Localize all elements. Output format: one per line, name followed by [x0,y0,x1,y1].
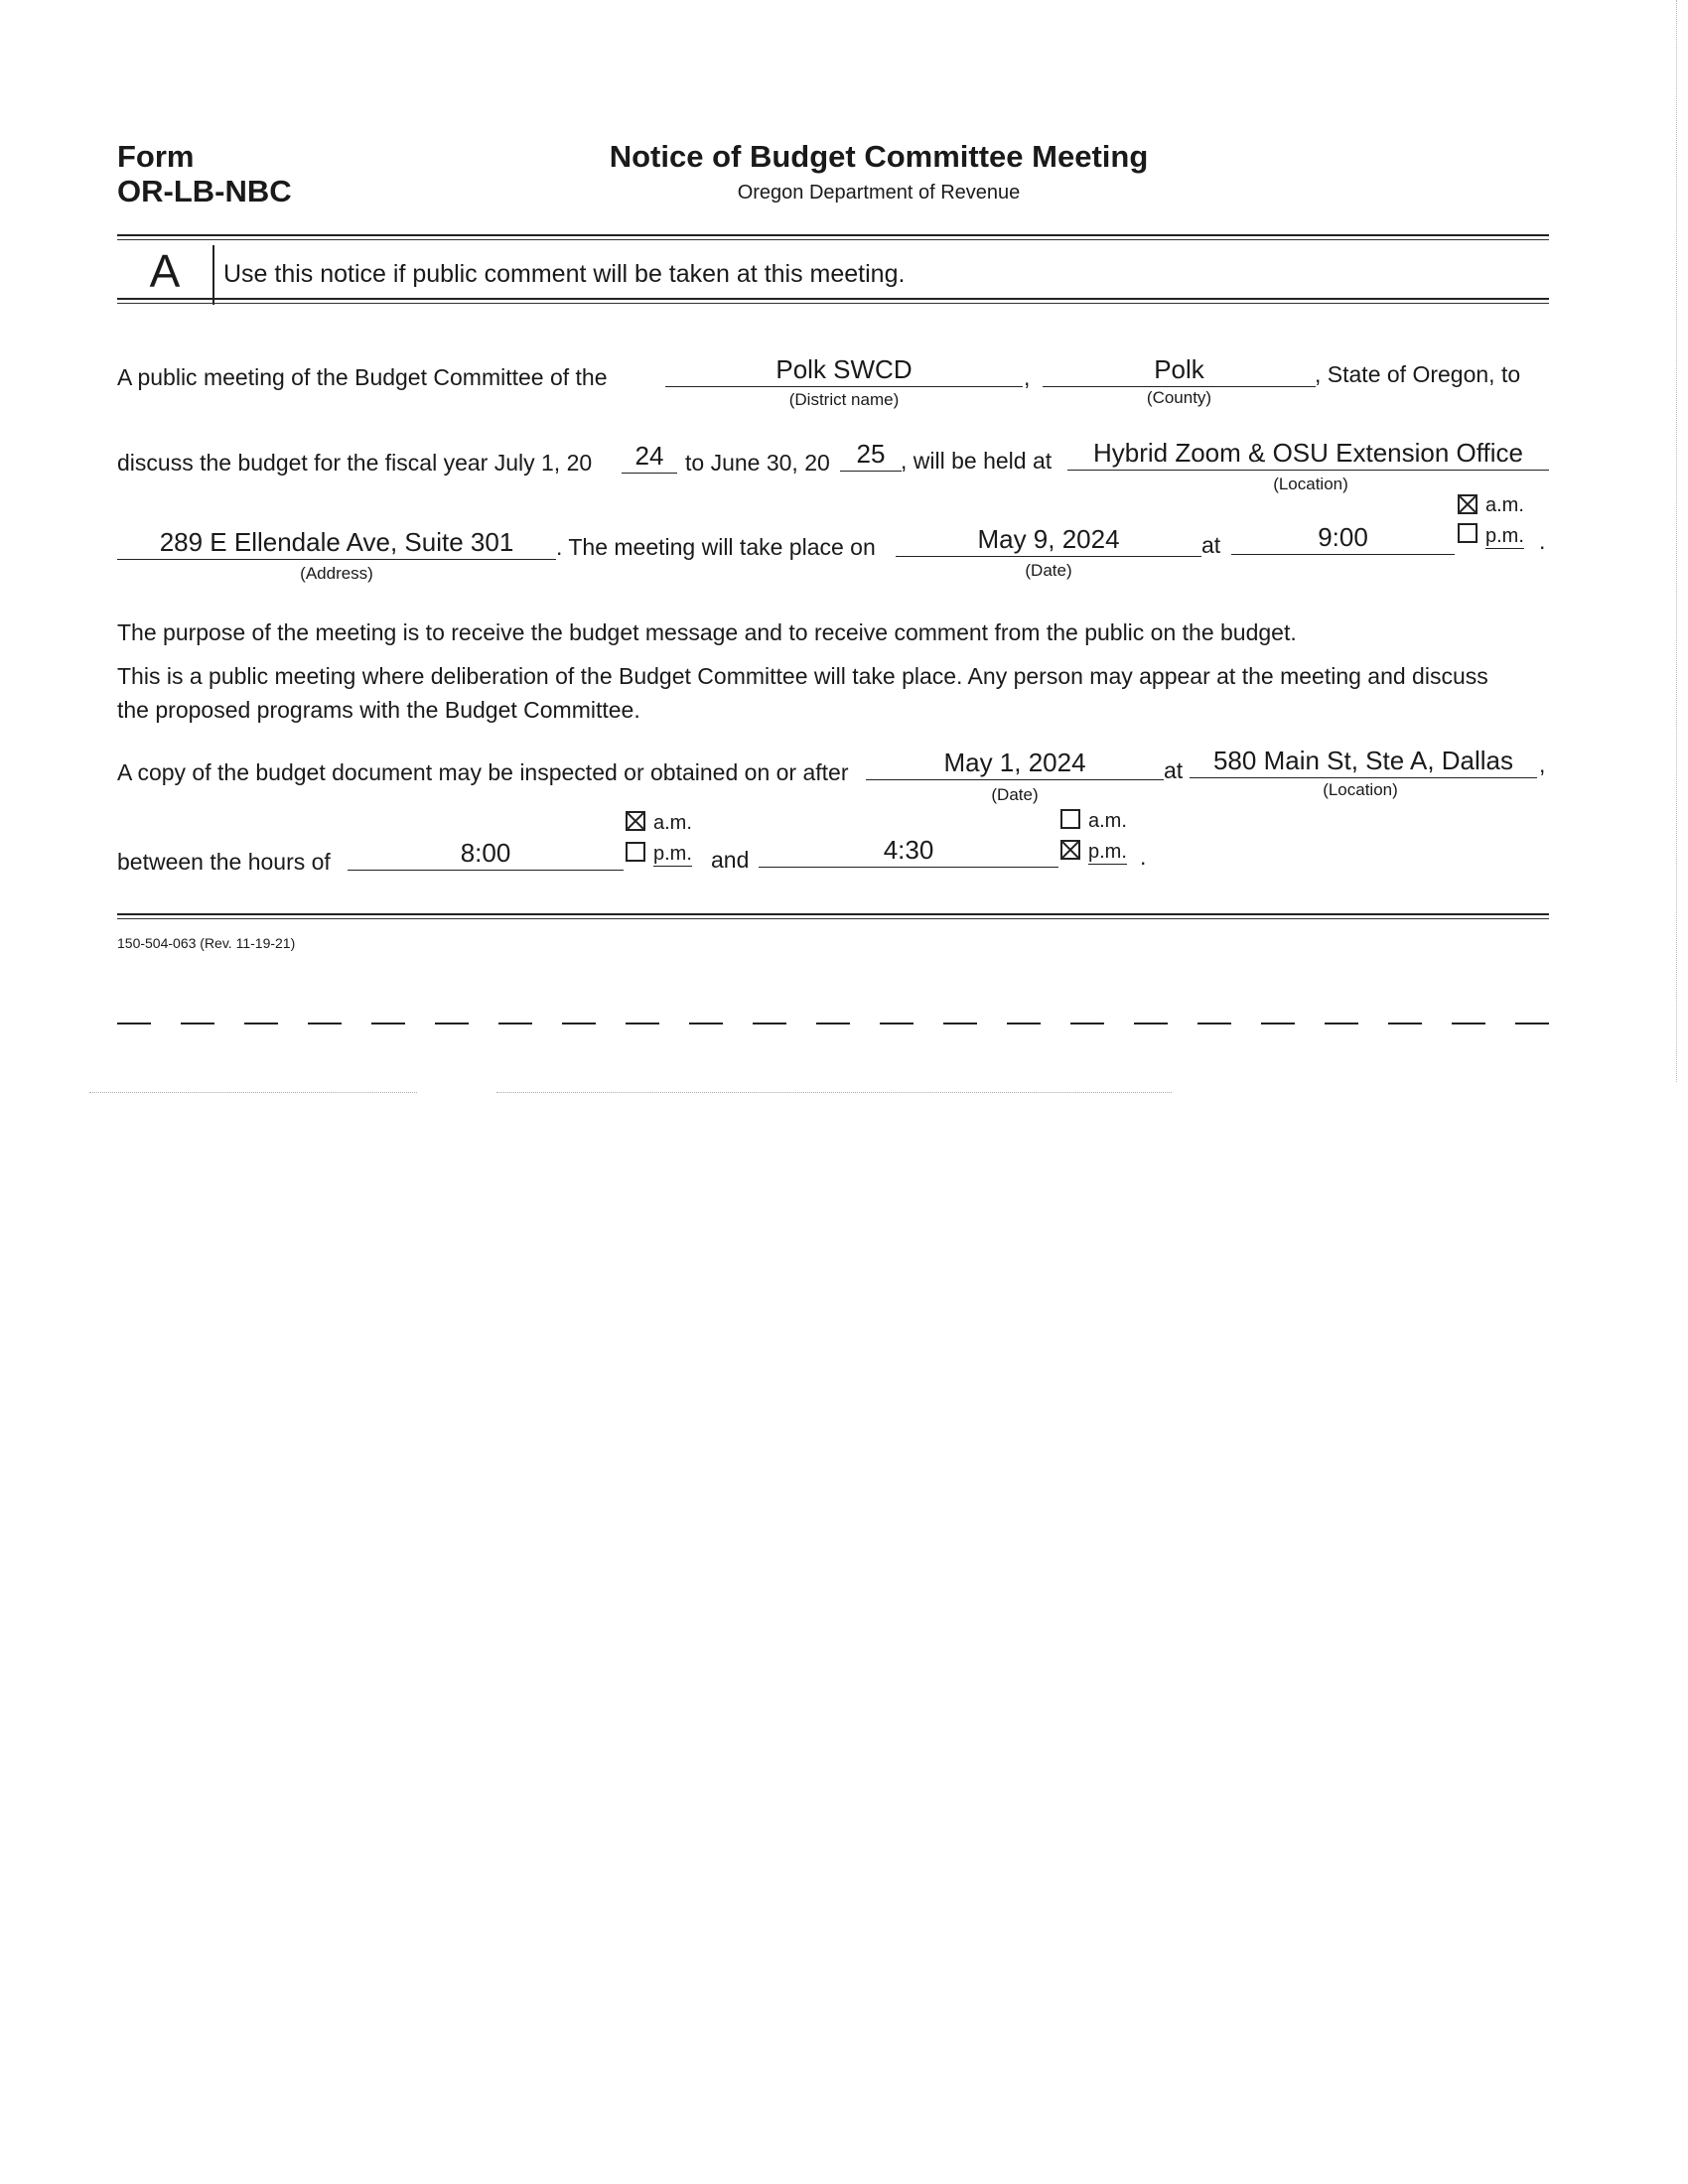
meeting-date-field[interactable]: May 9, 2024 [896,523,1201,557]
line2-mid: to June 30, 20 [685,450,830,476]
end-am-label: a.m. [1088,810,1127,832]
section-divider [212,245,214,305]
line1-suffix: , State of Oregon, to [1315,361,1521,387]
section-bottom-rule [117,298,1549,300]
bottom-rule-thin [117,918,1549,919]
copy-prefix: A copy of the budget document may be inspected or obtained on or after [117,759,849,785]
top-rule-thin [117,239,1549,240]
start-am-label: a.m. [653,812,692,834]
county-caption: (County) [1146,388,1212,407]
bottom-rule [117,913,1549,915]
hours-period: . [1140,844,1147,870]
location-caption: (Location) [1273,475,1348,493]
purpose-text: The purpose of the meeting is to receive the budget message and to receive comment from the public on the budget. [117,619,1297,645]
copy-location-field[interactable]: 580 Main St, Ste A, Dallas [1190,745,1537,778]
page-title: Notice of Budget Committee Meeting [609,139,1149,174]
start-am-checkbox[interactable] [626,811,645,831]
section-letter: A [149,245,181,297]
meeting-pm-checkbox[interactable] [1458,523,1477,543]
meeting-location-field[interactable]: Hybrid Zoom & OSU Extension Office [1067,437,1549,471]
take-place-text: . The meeting will take place on [556,534,876,560]
line3-at: at [1201,532,1221,558]
end-pm-label: p.m. [1088,841,1127,863]
line1-comma: , [1024,364,1031,390]
meeting-time-field[interactable]: 9:00 [1231,521,1455,555]
form-code: OR-LB-NBC [117,174,292,208]
meeting-am-label: a.m. [1485,494,1524,516]
start-pm-checkbox[interactable] [626,842,645,862]
end-pm-checkbox[interactable] [1060,840,1080,860]
meeting-pm-label: p.m. [1485,525,1524,547]
copy-comma: , [1539,751,1546,777]
hours-and: and [711,847,750,873]
top-rule [117,234,1549,236]
held-at-text: , will be held at [901,448,1053,474]
district-name-field[interactable]: Polk SWCD [665,353,1023,387]
start-pm-label: p.m. [653,843,692,865]
agency-name: Oregon Department of Revenue [737,182,1021,204]
hours-prefix: between the hours of [117,849,331,875]
copy-location-caption: (Location) [1323,780,1398,799]
form-number: 150-504-063 (Rev. 11-19-21) [117,935,296,951]
line1-prefix: A public meeting of the Budget Committee of the [117,364,608,390]
end-am-checkbox[interactable] [1060,809,1080,829]
form-word: Form [117,139,195,174]
cut-line [117,1023,1551,1024]
address-caption: (Address) [300,564,373,583]
line2-prefix: discuss the budget for the fiscal year July 1, 20 [117,450,593,476]
scan-artifact [89,1092,417,1094]
copy-at: at [1164,757,1184,783]
end-hour-field[interactable]: 4:30 [759,834,1058,868]
page-edge [1676,0,1677,1082]
section-instruction: Use this notice if public comment will be taken at this meeting. [223,260,906,288]
meeting-am-checkbox[interactable] [1458,494,1477,514]
copy-date-caption: (Date) [991,785,1039,804]
start-hour-field[interactable]: 8:00 [348,837,624,871]
line3-period: . [1539,528,1546,554]
meeting-date-caption: (Date) [1025,561,1072,580]
deliberation-text-line1: This is a public meeting where deliberation of the Budget Committee will take place. Any person may appear at the meeting and discuss [117,663,1488,689]
county-field[interactable]: Polk [1043,353,1316,387]
district-name-caption: (District name) [788,390,900,409]
copy-date-field[interactable]: May 1, 2024 [866,747,1164,780]
start-year-field[interactable]: 24 [622,440,677,474]
scan-artifact [496,1092,1172,1094]
section-bottom-rule-thin [117,303,1549,304]
address-field[interactable]: 289 E Ellendale Ave, Suite 301 [117,526,556,560]
end-year-field[interactable]: 25 [840,438,902,472]
deliberation-text-line2: the proposed programs with the Budget Committee. [117,697,640,723]
